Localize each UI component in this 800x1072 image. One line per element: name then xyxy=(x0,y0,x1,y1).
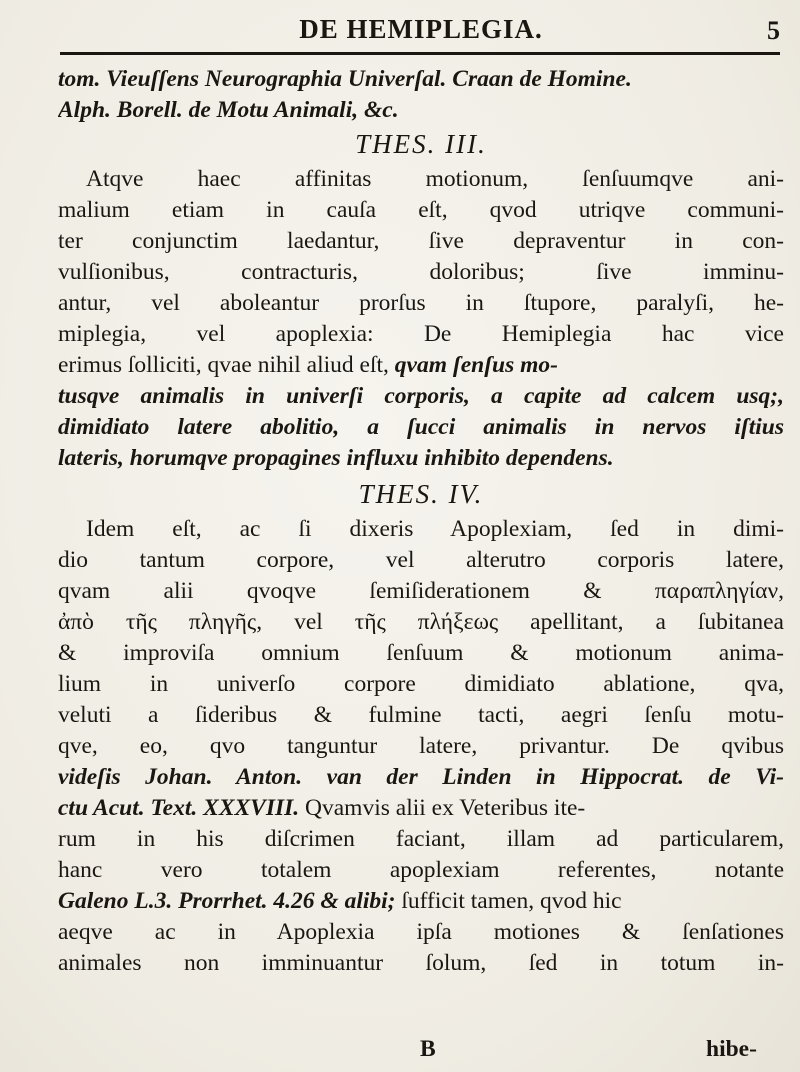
header-rule xyxy=(60,52,780,55)
text-segment: ſufficit tamen, qvod hic xyxy=(401,888,622,914)
text-line: qvam alii qvoqve ſemiſiderationem & παραπληγίαν, xyxy=(58,578,784,604)
text-segment: Qvamvis alii ex Veteribus ite- xyxy=(305,795,586,821)
text-line: rum in his diſcrimen faciant, illam ad particularem, xyxy=(58,826,784,852)
reference-line-1: tom. Vieuſſens Neurographia Univerſal. Craan de Homine. xyxy=(58,66,632,92)
page-number: 5 xyxy=(767,16,780,45)
text-line: veluti a ſideribus & fulmine tacti, aegri ſenſu motu- xyxy=(58,702,784,728)
italic-segment: qvam ſenſus mo- xyxy=(394,352,558,378)
text-line: vulſionibus, contracturis, doloribus; ſive imminu- xyxy=(58,259,784,285)
text-line: ter conjunctim laedantur, ſive depraventur in con- xyxy=(58,228,784,254)
text-line: aeqve ac in Apoplexia ipſa motiones & ſenſationes xyxy=(58,919,784,945)
text-line: Atqve haec affinitas motionum, ſenſuumqve ani- xyxy=(86,166,784,192)
text-line: Idem eſt, ac ſi dixeris Apoplexiam, ſed in dimi- xyxy=(86,516,784,542)
text-segment: erimus ſolliciti, qvae nihil aliud eſt, xyxy=(58,352,389,378)
text-line xyxy=(58,886,784,917)
definition-line: lateris, horumqve propagines influxu inhibito dependens. xyxy=(58,445,614,471)
definition-line: dimidiato latere abolitio, a ſucci animalis in nervos iſtius xyxy=(58,414,784,440)
italic-segment: ctu Acut. Text. XXXVIII. xyxy=(58,795,300,821)
text-line xyxy=(58,350,784,381)
text-line: qve, eo, qvo tanguntur latere, privantur. De qvibus xyxy=(58,733,784,759)
text-line: dio tantum corpore, vel alterutro corporis latere, xyxy=(58,547,784,573)
text-line xyxy=(58,793,784,824)
text-line: animales non imminuantur ſolum, ſed in totum in- xyxy=(58,950,784,976)
running-head xyxy=(60,14,782,50)
reference-line-2: Alph. Borell. de Motu Animali, &c. xyxy=(58,97,399,123)
running-title: DE HEMIPLEGIA. xyxy=(299,14,543,44)
catchword: hibe- xyxy=(706,1036,757,1062)
text-line: & improviſa omnium ſenſuum & motionum anima- xyxy=(58,640,784,666)
reference-line: videſis Johan. Anton. van der Linden in Hippocrat. de Vi- xyxy=(58,764,784,790)
signature-mark: B xyxy=(420,1036,436,1062)
thesis-3-heading: THES. III. xyxy=(355,129,487,159)
definition-line: tusqve animalis in univerſi corporis, a capite ad calcem usq;, xyxy=(58,383,784,409)
text-line: ἀπὸ τῆς πληγῆς, vel τῆς πλήξεως apellitant, a ſubitanea xyxy=(58,609,784,635)
text-line: miplegia, vel apoplexia: De Hemiplegia hac vice xyxy=(58,321,784,347)
italic-segment: Galeno L.3. Prorrhet. 4.26 & alibi; xyxy=(58,888,396,914)
text-line: malium etiam in cauſa eſt, qvod utriqve communi- xyxy=(58,197,784,223)
text-line: lium in univerſo corpore dimidiato ablatione, qva, xyxy=(58,671,784,697)
text-line: hanc vero totalem apoplexiam referentes, notante xyxy=(58,857,784,883)
thesis-4-heading: THES. IV. xyxy=(358,479,484,509)
text-line: antur, vel aboleantur prorſus in ſtupore, paralyſi, he- xyxy=(58,290,784,316)
